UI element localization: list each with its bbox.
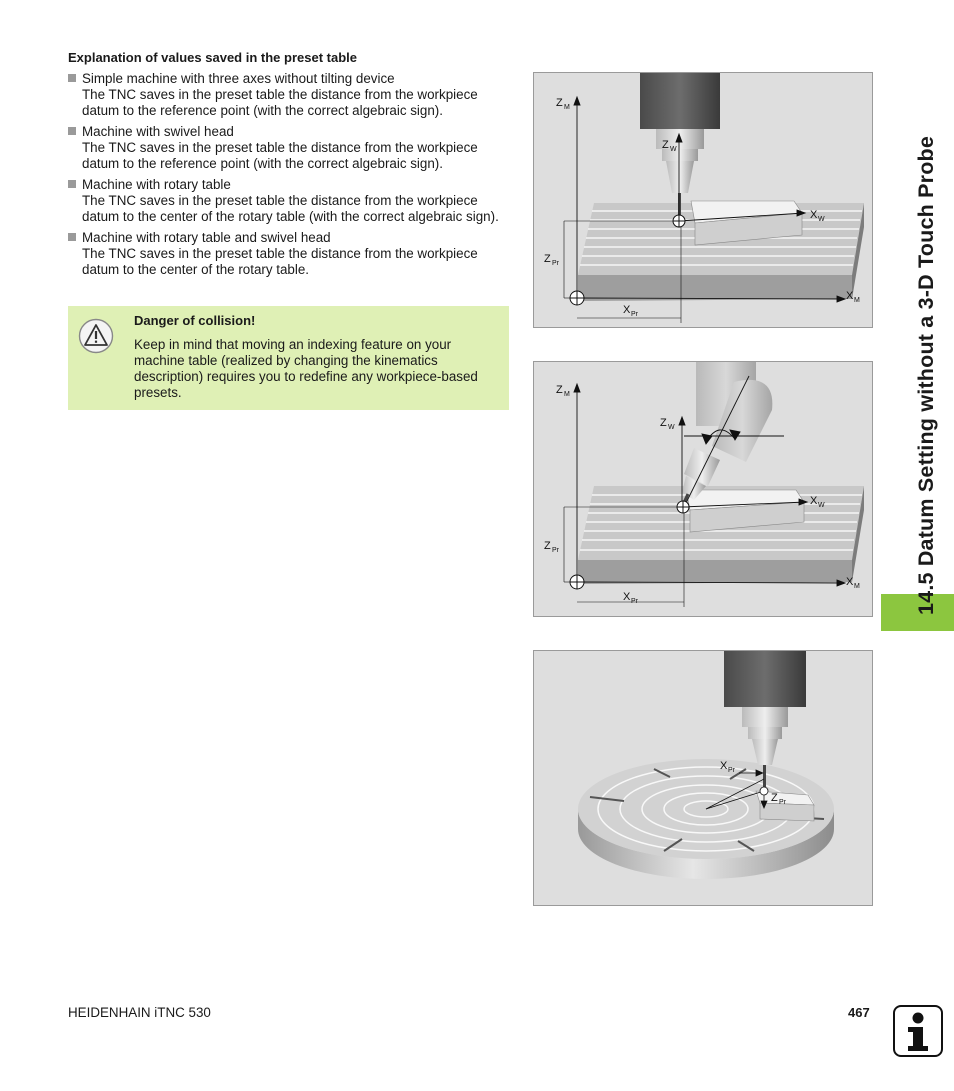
list-item-text: The TNC saves in the preset table the distance from the workpiece datum to the center of the rotary table (with the correct algebraic sign). bbox=[82, 193, 499, 224]
svg-text:M: M bbox=[854, 583, 860, 590]
svg-text:M: M bbox=[564, 391, 570, 398]
svg-text:M: M bbox=[854, 297, 860, 304]
warning-triangle-icon bbox=[78, 318, 114, 354]
label-xm: X bbox=[846, 290, 854, 302]
label-xpr: X bbox=[623, 304, 631, 316]
label-xw: X bbox=[810, 209, 818, 221]
page-number: 467 bbox=[848, 1005, 870, 1020]
figure-rotary-table-machine bbox=[533, 650, 873, 906]
svg-text:W: W bbox=[818, 216, 825, 223]
svg-text:W: W bbox=[818, 502, 825, 509]
list-item-title: Simple machine with three axes without tilting device bbox=[82, 71, 395, 86]
bullet-square-icon bbox=[68, 180, 76, 188]
svg-text:Pr: Pr bbox=[552, 260, 559, 267]
bullet-square-icon bbox=[68, 233, 76, 241]
chapter-title: 14.5 Datum Setting without a 3-D Touch Probe bbox=[914, 135, 938, 615]
list-item bbox=[68, 71, 510, 119]
list-item-title: Machine with swivel head bbox=[82, 124, 234, 139]
svg-text:W: W bbox=[668, 424, 675, 431]
collision-warning-box bbox=[68, 306, 509, 410]
label-zpr: Z bbox=[771, 792, 778, 804]
label-zpr: Z bbox=[544, 253, 551, 265]
svg-text:Pr: Pr bbox=[631, 598, 638, 605]
list-item-text: The TNC saves in the preset table the distance from the workpiece datum to the center of the rotary table. bbox=[82, 246, 478, 277]
info-icon bbox=[893, 1005, 943, 1057]
section-heading: Explanation of values saved in the preset table bbox=[68, 50, 357, 65]
bullet-square-icon bbox=[68, 127, 76, 135]
label-xpr: X bbox=[720, 760, 728, 772]
warning-text: Keep in mind that moving an indexing feature on your machine table (realized by changing the kinematics description) requires you to redefine any workpiece-based presets. bbox=[134, 337, 478, 400]
label-xpr: X bbox=[623, 591, 631, 603]
label-zpr: Z bbox=[544, 540, 551, 552]
label-zw: Z bbox=[662, 139, 669, 151]
list-item-text: The TNC saves in the preset table the distance from the workpiece datum to the reference point (with the correct algebraic sign). bbox=[82, 87, 478, 118]
list-item bbox=[68, 177, 510, 225]
machine-list bbox=[68, 71, 510, 283]
figure-swivel-head-machine bbox=[533, 361, 873, 617]
svg-text:Pr: Pr bbox=[552, 547, 559, 554]
list-item bbox=[68, 124, 510, 172]
list-item-title: Machine with rotary table bbox=[82, 177, 231, 192]
figure-three-axis-machine bbox=[533, 72, 873, 328]
list-item bbox=[68, 230, 510, 278]
warning-title: Danger of collision! bbox=[134, 313, 256, 328]
svg-text:Pr: Pr bbox=[631, 311, 638, 318]
label-zw: Z bbox=[660, 417, 667, 429]
list-item-text: The TNC saves in the preset table the distance from the workpiece datum to the reference point (with the correct algebraic sign). bbox=[82, 140, 478, 171]
list-item-title: Machine with rotary table and swivel head bbox=[82, 230, 331, 245]
bullet-square-icon bbox=[68, 74, 76, 82]
svg-text:Pr: Pr bbox=[728, 767, 735, 774]
label-xm: X bbox=[846, 576, 854, 588]
label-zm: Z bbox=[556, 97, 563, 109]
footer-product: HEIDENHAIN iTNC 530 bbox=[68, 1005, 211, 1020]
svg-text:M: M bbox=[564, 104, 570, 111]
svg-text:Pr: Pr bbox=[779, 799, 786, 806]
label-xw: X bbox=[810, 495, 818, 507]
label-zm: Z bbox=[556, 384, 563, 396]
svg-text:W: W bbox=[670, 146, 677, 153]
